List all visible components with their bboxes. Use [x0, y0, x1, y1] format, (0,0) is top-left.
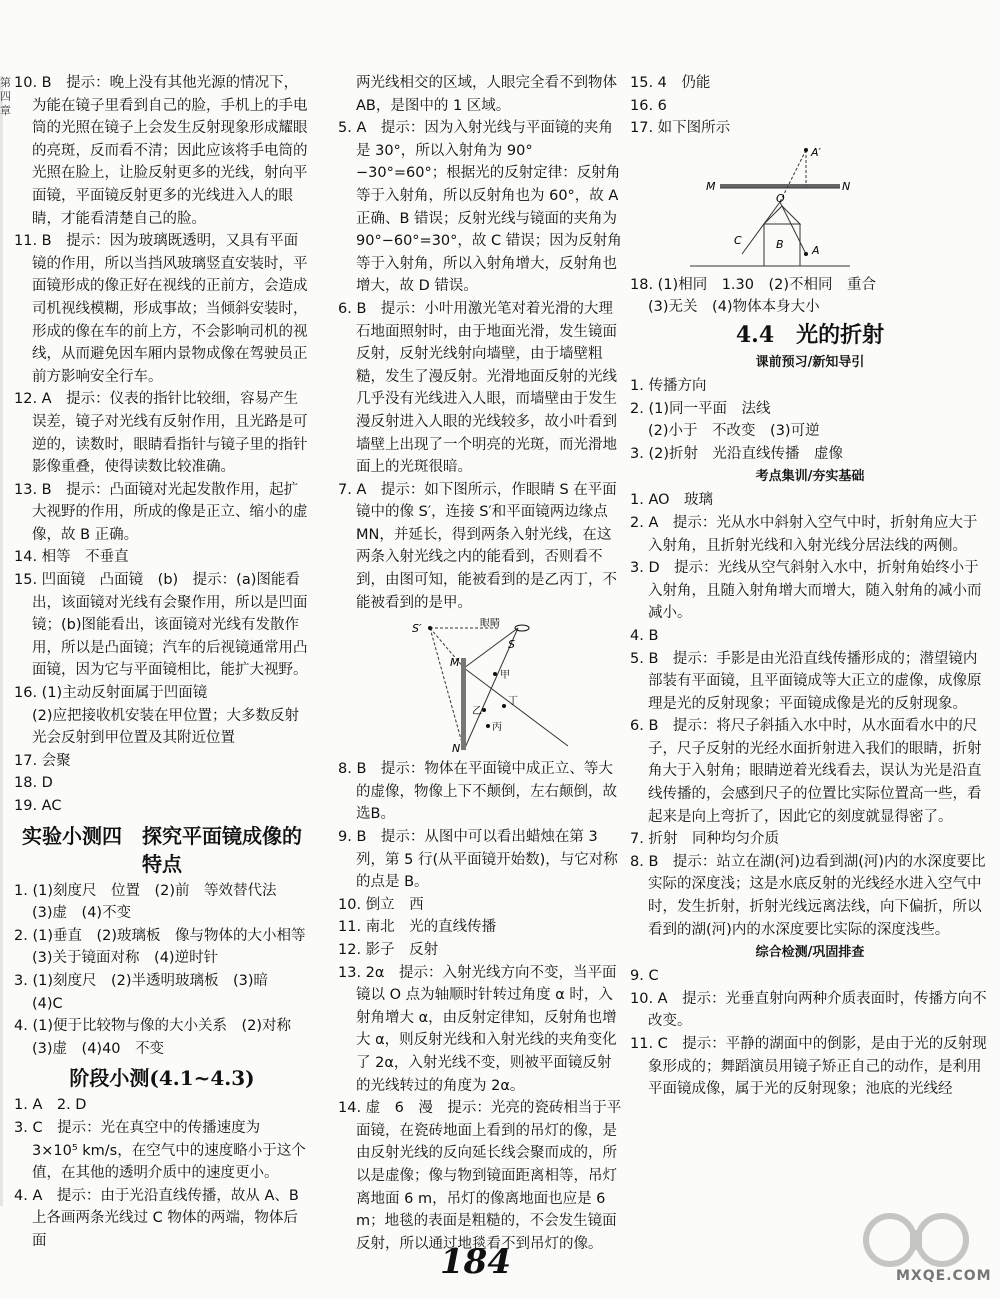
answer-item: (3)无关 (4)物体本身大小	[648, 299, 820, 316]
watermark-text: MXQE.COM	[896, 1268, 992, 1284]
answer-item: 8. B 提示：物体在平面镜中成正立、等大的虚像，物像上下不颠倒，左右颠倒，故选B。	[338, 761, 617, 823]
column-2	[338, 72, 622, 1255]
column-1	[14, 72, 321, 1253]
answer-item: 11. 南北 光的直线传播	[338, 919, 497, 936]
answer-item: 14. 相等 不垂直	[14, 549, 129, 566]
answer-list-stage	[14, 1094, 310, 1252]
answer-item: 18. (1)相同 1.30 (2)不相同 重合	[630, 276, 877, 293]
side-label: 四	[0, 90, 11, 103]
side-label: 第	[0, 76, 11, 89]
answer-item: (4)C	[32, 995, 63, 1012]
answer-item: 11. B 提示：因为玻璃既透明，又具有平面镜的作用，所以当挡风玻璃竖直安装时，平面镜形成的像正好在视线的正前方，会造成司机视线模糊，形成事故；当倾斜安装时，形成的像在车的前上方，不会影响司机的视线，从而避免因车厢内景物成像在驾驶员正前方影响安全行车。	[14, 233, 308, 385]
preview-title: 课前预习/新知导引	[755, 354, 865, 370]
label-c: C	[734, 233, 742, 247]
answer-item: 4. (1)便于比较物与像的大小关系 (2)对称 (3)虚 (4)40 不变	[14, 1018, 306, 1057]
answer-list-col3-a	[630, 72, 990, 140]
answer-item: 16. (1)主动反射面属于凹面镜	[14, 685, 208, 702]
drill-title: 考点集训/夯实基础	[755, 469, 865, 485]
answer-item: 2. A 提示：光从水中斜射入空气中时，折射角应大于入射角，且折射光线和入射光线分居法线的两侧。	[630, 514, 978, 554]
answer-item: 5. B 提示：手影是由光沿直线传播形成的；潜望镜内部装有平面镜，且平面镜成等大正立的虚像，成像原理是光的反射现象；平面镜成像是光的反射现象。	[630, 650, 982, 712]
answer-item: 15. 凹面镜 凸面镜 (b) 提示：(a)图能看出，该面镜对光线有会聚作用，所以是凹面镜；(b)图能看出，该面镜对光线有发散作用，所以是凸面镜；汽车的后视镜通常用凸面镜，因为它与平面镜相比，能扩大视野。	[14, 572, 308, 679]
answer-item: 18. D	[14, 775, 53, 792]
answer-item: 两光线相交的区域，人眼完全看不到物体 AB，是图中的 1 区域。	[356, 75, 617, 114]
answer-item: 3. (2)折射 光沿直线传播 虚像	[630, 445, 843, 462]
side-label: 章	[0, 104, 11, 117]
answer-item: 15. 4 仍能	[630, 75, 711, 91]
answer-list-col3-b	[630, 274, 990, 319]
answer-item: 10. B 提示：晚上没有其他光源的情况下，为能在镜子里看到自己的脸，手机上的手电筒的光照在镜子上会发生反射现象形成耀眼的亮斑，反而看不清；因此应该将手电筒的光照在脸上，让脸反射更多的光线，射向平面镜，平面镜反射更多的光线进入人的眼睛，才能看清楚自己的脸。	[14, 75, 308, 227]
answer-item: 17. 会聚	[14, 752, 71, 769]
answer-item: 1. 传播方向	[630, 377, 707, 394]
answer-item: 13. 2α 提示：入射光线方向不变，当平面镜以 O 点为轴顺时针转过角度 α 时，入射角增大 α，由反射定律知，反射角也增大 α，则反射光线和入射光线的夹角变化了 2α，入射光线不变，则被平面镜反射的光线转过的角度为 2α。	[338, 964, 617, 1094]
stage-test-title: 阶段小测(4.1~4.3)	[69, 1066, 255, 1091]
side-chapter-label	[0, 76, 11, 118]
reflection-diagram	[630, 144, 990, 270]
column-3	[630, 72, 990, 1101]
answer-item: 17. 如下图所示	[630, 120, 731, 137]
answer-item: 11. C 提示：平静的湖面中的倒影，是由于光的反射现象形成的；舞蹈演员用镜子矫正自己的动作，是利用平面镜成像，属于光的反射现象；池底的光线经	[630, 1036, 987, 1098]
answer-item: 16. 6	[630, 97, 667, 114]
answer-list-review	[630, 965, 990, 1101]
answer-item: 19. AC	[14, 798, 62, 814]
answer-item: 5. A 提示：因为入射光线与平面镜的夹角是 30°，所以入射角为 90°−30°=60°；根据光的反射定律：反射角等于入射角，所以反射角也为 60°，故 A 正确、B 错误；反射光线与镜面的夹角为 90°−60°=30°，故 C 错误；因为反射角等于入射角，所以入射角增大，反射角也增大，故 D 错误。	[338, 120, 622, 295]
answer-item: 14. 虚 6 漫 提示：光亮的瓷砖相当于平面镜，在瓷砖地面上看到的吊灯的像，是由反射光线的反向延长线会聚而成的，所以是虚像；像与物到镜面距离相等，吊灯离地面 6 m，吊灯的像离地面也应是 6 m；地毯的表面是粗糙的，不会发生镜面反射，所以通过地毯看不到吊灯的像。	[338, 1100, 622, 1252]
answer-item: 8. B 提示：站立在湖(河)边看到湖(河)内的水深度要比实际的深度浅；这是水底反射的光线经水进入空气中时，发生折射，折射光线远离法线，向下偏折，所以看到的湖(河)内的水深度要比实际的深度浅些。	[630, 853, 986, 938]
answer-item: 10. A 提示：光垂直射向两种介质表面时，传播方向不改变。	[630, 990, 987, 1030]
answer-item: 13. B 提示：凸面镜对光起发散作用，起扩大视野的作用，所成的像是正立、缩小的虚像，故 B 正确。	[14, 481, 308, 543]
answer-list-col1	[14, 72, 310, 818]
answer-list-col2-a	[338, 72, 622, 614]
label-m-17: M	[706, 179, 716, 193]
answer-item: 1. (1)刻度尺 位置 (2)前 等效替代法	[14, 882, 277, 899]
answer-list-col2-b	[338, 758, 622, 1255]
answer-item: 4. A 提示：由于光沿直线传播，故从 A、B 上各画两条光线过 C 物体的两端，物体后面	[14, 1187, 299, 1249]
mirror-view-diagram	[338, 618, 622, 754]
section-4-4-title: 4.4 光的折射	[735, 321, 885, 348]
page-number: 184	[440, 1242, 511, 1282]
answer-item: 6. B 提示：将尺子斜插入水中时，从水面看水中的尺子，尺子反射的光经水面折射进入我们的眼睛，折射角大于入射角；眼睛逆着光线看去，误认为光是沿直线传播的，会感到尺子的位置比实际位置高一些，看起来是向上弯折了，因此它的刻度就显得密了。	[630, 718, 982, 825]
review-title: 综合检测/巩固排查	[755, 945, 865, 961]
label-a: A	[812, 243, 820, 257]
left-margin-rule	[0, 76, 3, 1206]
answer-item: 1. AO 玻璃	[630, 492, 714, 509]
label-n-17: N	[842, 179, 851, 193]
answer-item: 4. B	[630, 627, 659, 644]
answer-item: 3. D 提示：光线从空气斜射入水中，折射角始终小于入射角，且随入射角增大而增大，随入射角的减小而减小。	[630, 560, 982, 622]
answer-item: 12. 影子 反射	[338, 942, 439, 958]
answer-item: (2)小于 不改变 (3)可逆	[648, 423, 820, 440]
answer-item: 3. (1)刻度尺 (2)半透明玻璃板 (3)暗	[14, 972, 269, 989]
answer-item: 12. A 提示：仪表的指针比较细，容易产生误差，镜子对光线有反射作用，且光路是可逆的，读数时，眼睛看指针与镜子里的指针影像重叠，使得读数比较准确。	[14, 391, 308, 476]
answer-item: 9. B 提示：从图中可以看出蜡烛在第 3 列，第 5 行(从平面镜开始数)，与它对称的点是 B。	[338, 829, 618, 891]
label-s-prime: S′	[412, 622, 422, 636]
answer-item: 2. (1)垂直 (2)玻璃板 像与物体的大小相等 (3)关于镜面对称 (4)逆时针	[14, 927, 321, 967]
answer-item: 2. (1)同一平面 法线	[630, 400, 771, 417]
label-s: S	[508, 638, 515, 652]
experiment-4-title: 实验小测四 探究平面镜成像的特点	[22, 823, 302, 876]
label-o: O	[776, 191, 785, 205]
label-a-prime: A′	[811, 145, 822, 159]
label-ding: 丁	[508, 696, 518, 708]
answer-item: 7. 折射 同种均匀介质	[630, 831, 779, 848]
answer-item: 10. 倒立 西	[338, 896, 424, 913]
reflection-svg	[630, 144, 990, 270]
label-jia: 甲	[500, 670, 510, 682]
answer-item: 6. B 提示：小叶用激光笔对着光滑的大理石地面照射时，由于地面光滑，发生镜面反射，反射光线射向墙壁，由于墙壁粗糙，发生了漫反射。光滑地面反射的光线几乎没有光线进入人眼，而墙壁由于发生漫反射进入人眼的光线较多，故小叶看到墙壁上出现了一个明亮的光斑，而光滑地面上的光斑很暗。	[338, 300, 617, 476]
label-m: M	[450, 656, 460, 670]
answer-list-exp4	[14, 880, 321, 1061]
label-n: N	[452, 742, 461, 755]
answer-list-drill	[630, 489, 990, 941]
label-b: B	[776, 237, 784, 251]
answer-item: 9. C	[630, 968, 659, 985]
answer-item: (2)应把接收机安装在甲位置；大多数反射光会反射到甲位置及其附近位置	[32, 707, 300, 747]
answer-item: (3)虚 (4)不变	[32, 905, 132, 922]
label-bing: 丙	[492, 722, 502, 734]
answer-list-preview	[630, 375, 990, 465]
label-eye: 眼睛	[480, 618, 500, 630]
label-yi: 乙	[472, 706, 482, 718]
answer-item: 7. A 提示：如下图所示，作眼睛 S 在平面镜中的像 S′，连接 S′和平面镜两边缘点 MN，并延长，得到两条入射光线，在这两条入射光线之内的能看到，否则看不到，由图可知，能被看到的是乙丙丁，不能被看到的是甲。	[338, 481, 617, 611]
mirror-view-svg	[338, 618, 622, 754]
answer-item: 1. A 2. D	[14, 1097, 87, 1114]
answer-item: 3. C 提示：光在真空中的传播速度为 3×10⁵ km/s，在空气中的速度略小于这个值，在其他的透明介质中的速度更小。	[14, 1119, 306, 1182]
